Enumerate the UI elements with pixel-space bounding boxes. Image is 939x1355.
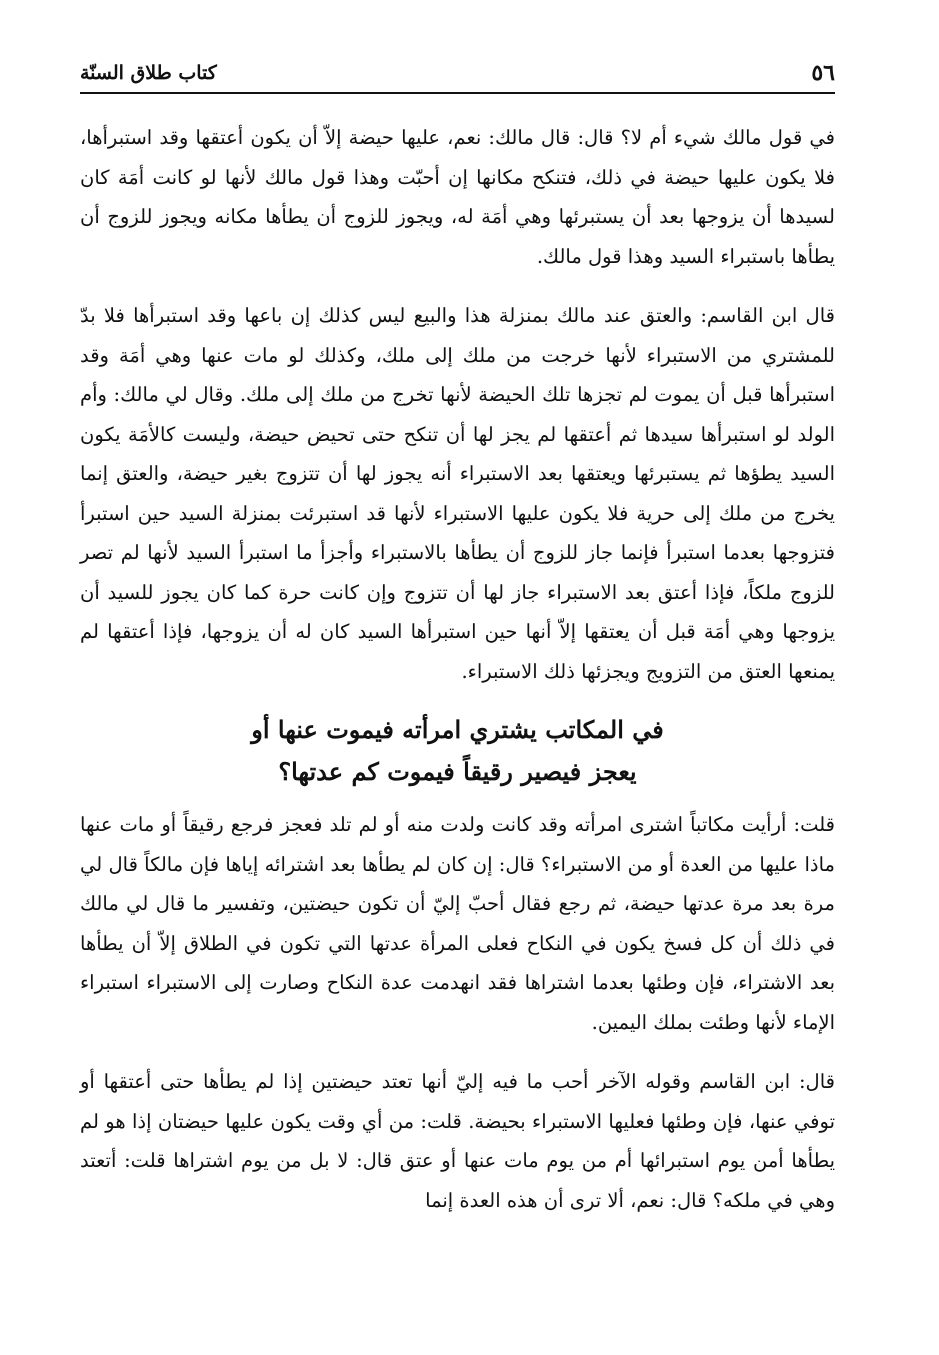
section-heading — [80, 709, 835, 793]
paragraph: قال: ابن القاسم وقوله الآخر أحب ما فيه إليّ أنها تعتد حيضتين إذا لم يطأها حتى أعتقها أو توفي عنها، فإن وطئها فعليها الاستبراء بحيضة. قلت: من أي وقت يكون عليها حيضتان إذا هو لم يطأها أمن يوم استبرائها أم من يوم مات عنها أو عتق قال: لا بل من يوم اشتراها قلت: أتعتد وهي في ملكه؟ قال: نعم، ألا ترى أن هذه العدة إنما — [80, 1070, 835, 1212]
paragraph: قلت: أرأيت مكاتباً اشترى امرأته وقد كانت ولدت منه أو لم تلد فعجز فرجع رقيقاً أو مات عنها ماذا عليها من العدة أو من الاستبراء؟ قال: إن كان لم يطأها بعد اشترائه إياها فإن مالكاً قال لي مرة بعد مرة عدتها حيضة، ثم رجع فقال أحبّ إليّ أن تكون حيضتين، وتفسير ما قال لي مالك في ذلك أن كل فسخ يكون في النكاح فعلى المرأة عدتها التي تكون في الطلاق إلاّ أن يطأها بعد الاشتراء، فإن وطئها بعدما اشتراها فقد انهدمت عدة النكاح وصارت إلى الاستبراء استبراء الإماء لأنها وطئت بملك اليمين. — [80, 813, 835, 1034]
section-heading-line: يعجز فيصير رقيقاً فيموت كم عدتها؟ — [278, 757, 637, 786]
paragraph: في قول مالك شيء أم لا؟ قال: قال مالك: نعم، عليها حيضة إلاّ أن يكون أعتقها وقد استبرأها، فلا يكون عليها حيضة في ذلك، فتنكح مكانها إن أحبّت وهذا قول مالك لأنها لو كانت أمَة كان لسيدها أن يزوجها بعد أن يستبرئها وهي أمَة له، ويجوز للزوج أن يطأها مكانه ويجوز للزوج أن يطأها باستبراء السيد وهذا قول مالك. — [80, 126, 835, 268]
section-heading-line: في المكاتب يشتري امرأته فيموت عنها أو — [251, 715, 664, 744]
running-header — [80, 58, 835, 94]
page-number: ٥٦ — [811, 60, 835, 86]
body-text — [80, 118, 835, 1240]
book-title: كتاب طلاق السنّة — [80, 62, 217, 84]
paragraph: قال ابن القاسم: والعتق عند مالك بمنزلة هذا والبيع ليس كذلك إن باعها وقد استبرأها فلا بدّ للمشتري من الاستبراء لأنها خرجت من ملك إلى ملك، وكذلك لو مات عنها وهي أمَة وقد استبرأها قبل أن يموت لم تجزها تلك الحيضة لأنها تخرج من ملك إلى ملك. وقال لي مالك: وأم الولد لو استبرأها سيدها ثم أعتقها لم يجز لها أن تنكح حتى تحيض حيضة، وليست كالأمَة يكون السيد يطؤها ثم يستبرئها ويعتقها بعد الاستبراء أنه يجوز لها أن تتزوج بغير حيضة، والعتق إنما يخرج من ملك إلى حرية فلا يكون عليها الاستبراء لأنها قد استبرئت بمنزلة السيد حين استبرأ فتزوجها بعدما استبرأ فإنما جاز للزوج أن يطأها بالاستبراء وأجزأ ما استبرأ السيد لأنها لم تصر للزوج ملكاً، فإذا أعتق بعد الاستبراء جاز لها أن تتزوج وإن كانت حرة كما كان يجوز للسيد أن يزوجها وهي أمَة قبل أن يعتقها إلاّ أنها حين استبرأها السيد كان له أن يزوجها، فإذا أعتقها لم يمنعها العتق من التزويج ويجزئها ذلك الاستبراء. — [80, 304, 835, 683]
